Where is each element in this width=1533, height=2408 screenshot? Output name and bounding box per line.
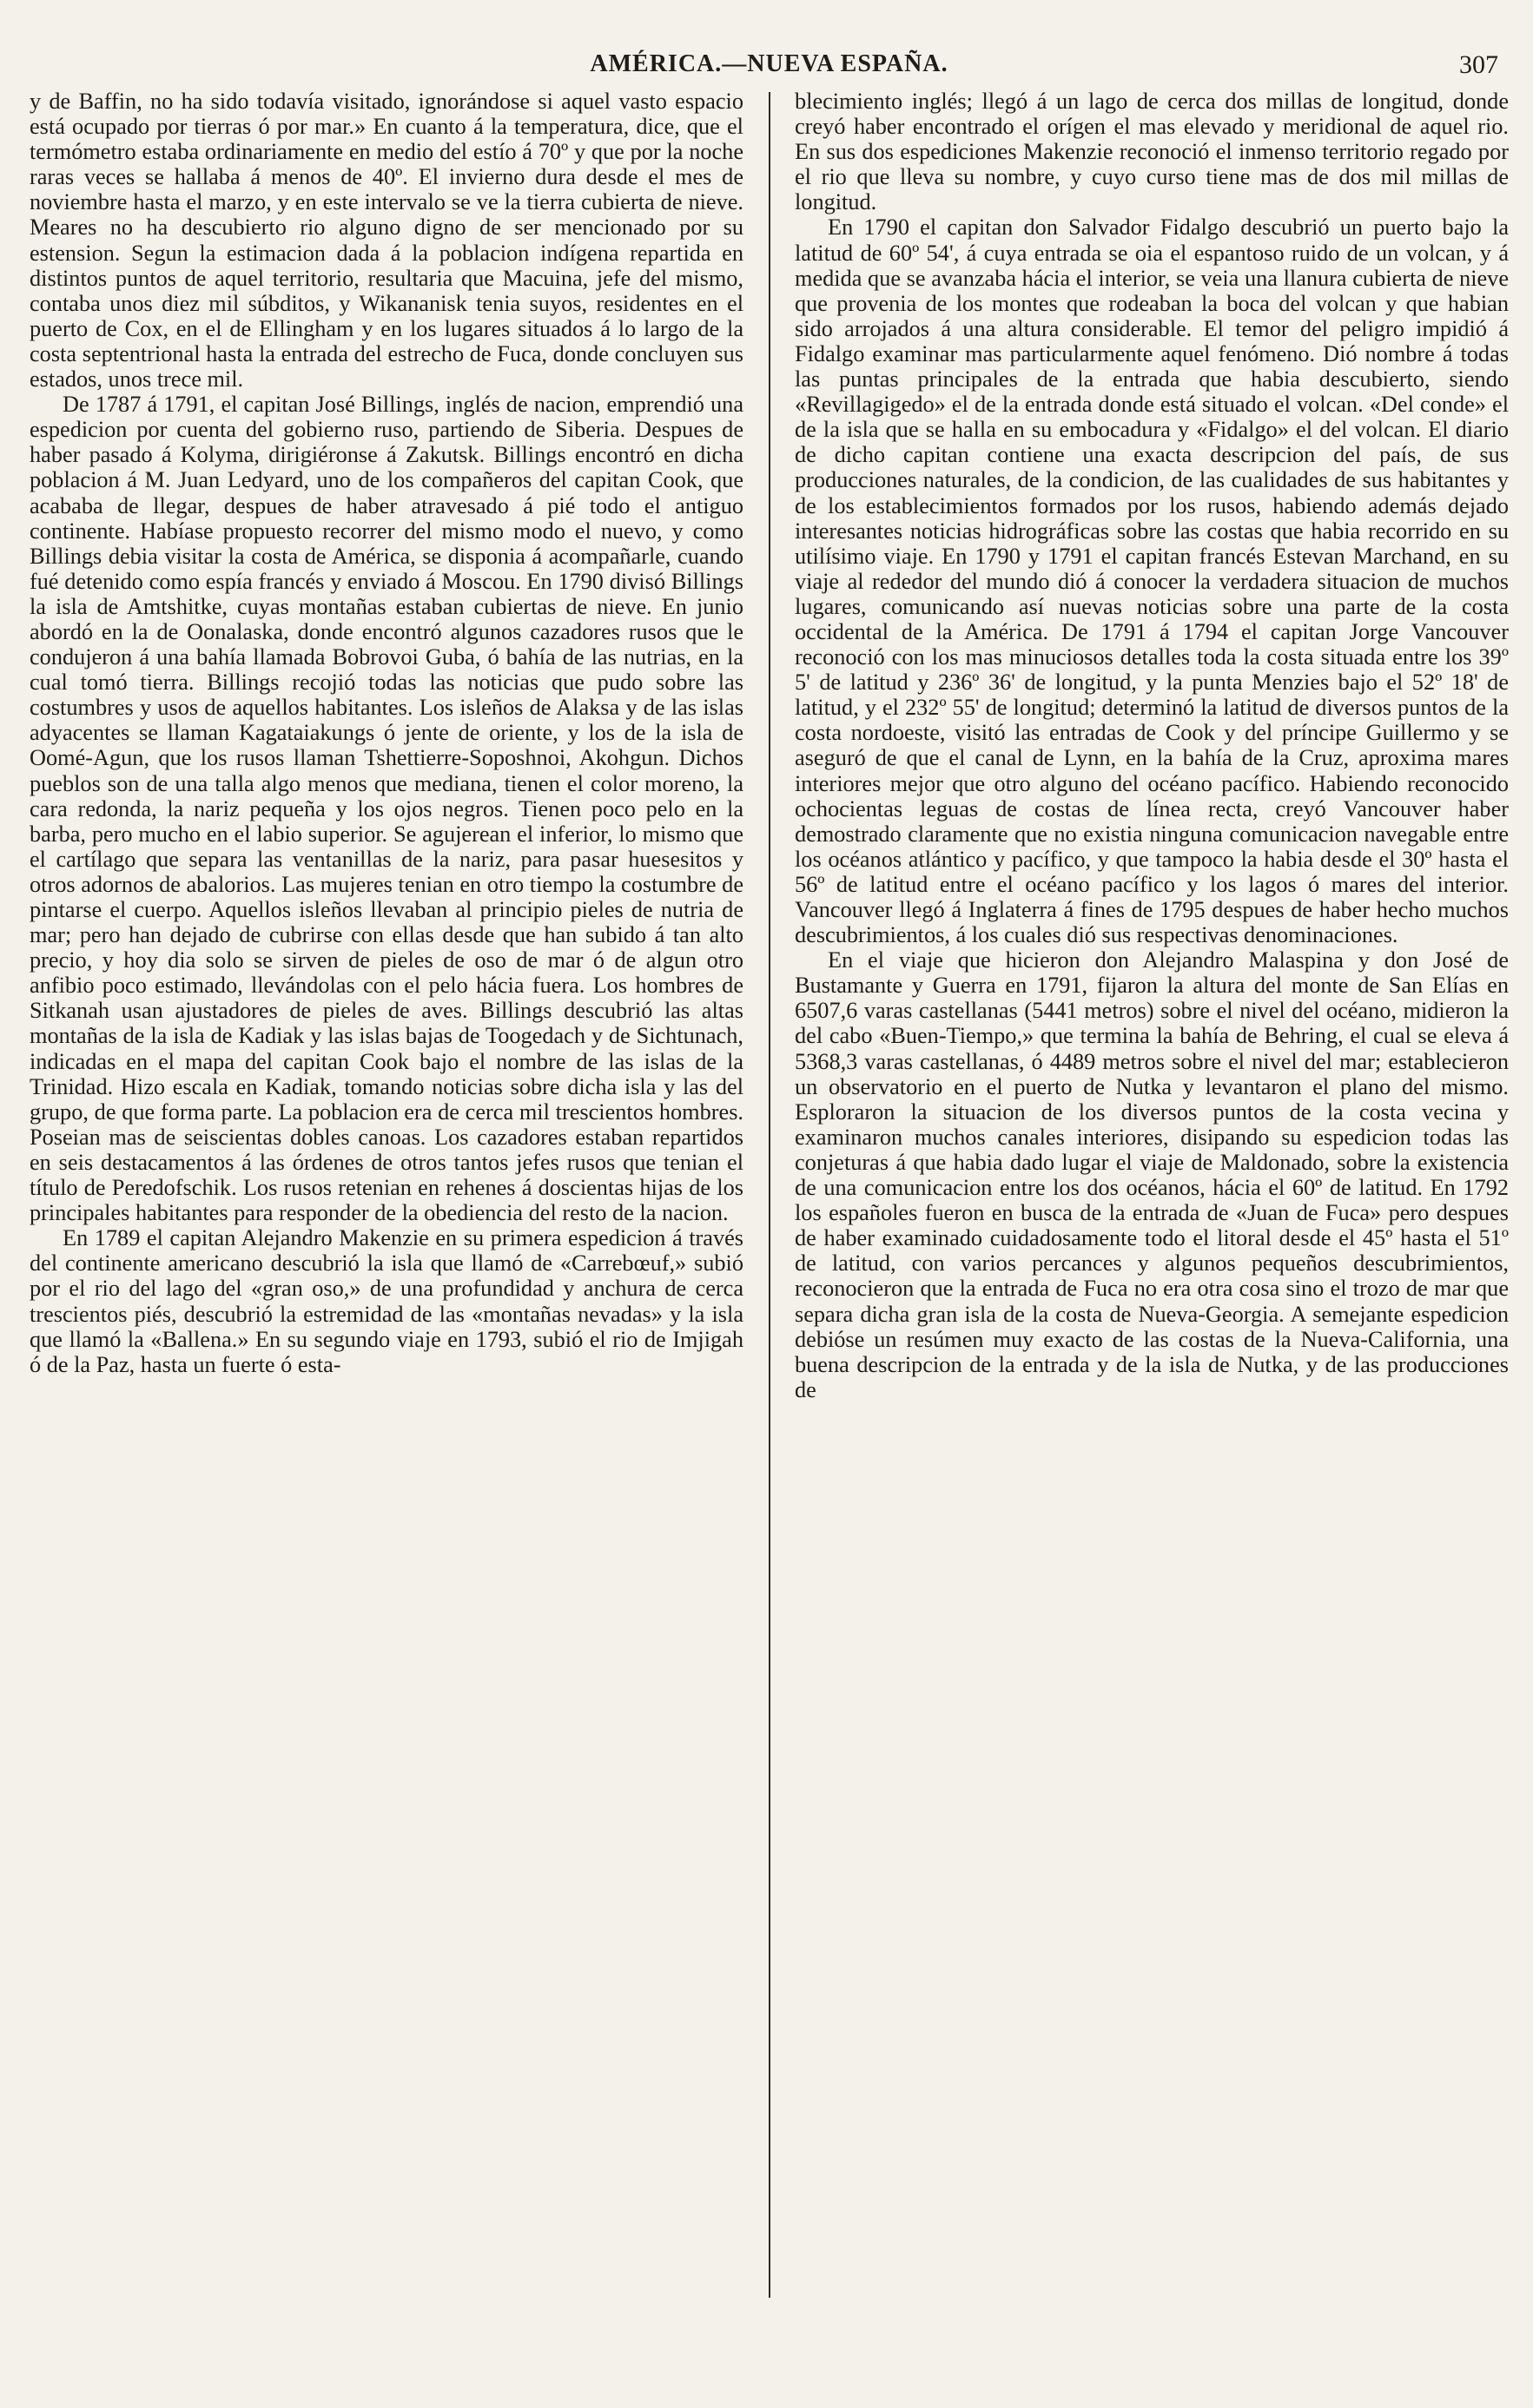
right-column bbox=[795, 89, 1509, 2346]
paragraph: De 1787 á 1791, el capitan José Billings, inglés de nacion, emprendió una espedicion por cuenta del gobierno ruso, partiendo de Siberia. Despues de haber pasado á Kolyma, dirigiéronse á Zakutsk. Billings encontró en dicha poblacion á M. Juan Ledyard, uno de los compañeros del capitan Cook, que acababa de llegar, despues de haber atravesado á pié todo el antiguo continente. Habíase propuesto recorrer del mismo modo el nuevo, y como Billings debia visitar la costa de América, se disponia á acompañarle, cuando fué detenido como espía francés y enviado á Moscou. En 1790 divisó Billings la isla de Amtshitke, cuyas montañas estaban cubiertas de nieve. En junio abordó en la de Oonalaska, donde encontró algunos cazadores rusos que le condujeron á una bahía llamada Bobrovoi Guba, ó bahía de las nutrias, en la cual tomó tierra. Billings recojió todas las noticias que pudo sobre las costumbres y usos de aquellos habitantes. Los isleños de Alaksa y de las islas adyacentes se llaman Kagataiakungs ó jente de oriente, y los de la isla de Oomé-Agun, que los rusos llaman Tshettierre-Soposhnoi, Akohgun. Dichos pueblos son de una talla algo menos que mediana, tienen el color moreno, la cara redonda, la nariz pequeña y los ojos negros. Tienen poco pelo en la barba, pero mucho en el labio superior. Se agujerean el inferior, lo mismo que el cartílago que separa las ventanillas de la nariz, para pasar huesesitos y otros adornos de abalorios. Las mujeres tenian en otro tiempo la costumbre de pintarse el cuerpo. Aquellos isleños llevaban al principio pieles de nutria de mar; pero han dejado de cubrirse con ellas desde que han subido á tan alto precio, y hoy dia solo se sirven de pieles de oso de mar ó de algun otro anfibio poco estimado, llevándolas con el pelo hácia fuera. Los hombres de Sitkanah usan ajustadores de pieles de aves. Billings descubrió las altas montañas de la isla de Kadiak y las islas bajas de Toogedach y de Sichtunach, indicadas en el mapa del capitan Cook bajo el nombre de las islas de la Trinidad. Hizo escala en Kadiak, tomando noticias sobre dicha isla y las del grupo, de que forma parte. La poblacion era de cerca mil trescientos hombres. Poseian mas de seiscientas dobles canoas. Los cazadores estaban repartidos en seis destacamentos á las órdenes de otros tantos jefes rusos que tenian el título de Peredofschik. Los rusos retenian en rehenes á doscientas hijas de los principales habitantes para responder de la obediencia del resto de la nacion. bbox=[30, 392, 743, 1226]
page-header bbox=[30, 50, 1509, 85]
text-columns bbox=[30, 89, 1509, 2346]
paragraph: y de Baffin, no ha sido todavía visitado, ignorándose si aquel vasto espacio está ocupado por tierras ó por mar.» En cuanto á la temperatura, dice, que el termómetro estaba ordinariamente en medio del estío á 70º y que por la noche raras veces se hallaba á menos de 40º. El invierno dura desde el mes de noviembre hasta el marzo, y en este intervalo se ve la tierra cubierta de nieve. Meares no ha descubierto rio alguno digno de ser mencionado por su estension. Segun la estimacion dada á la poblacion indígena repartida en distintos puntos de aquel territorio, resultaria que Macuina, jefe del mismo, contaba unos diez mil súbditos, y Wikananisk tenia suyos, residentes en el puerto de Cox, en el de Ellingham y en los lugares situados á lo largo de la costa septentrional hasta la entrada del estrecho de Fuca, donde concluyen sus estados, unos trece mil. bbox=[30, 89, 743, 393]
page-number: 307 bbox=[1459, 50, 1498, 79]
paragraph: blecimiento inglés; llegó á un lago de cerca dos millas de longitud, donde creyó haber encontrado el orígen el mas elevado y meridional de aquel rio. En sus dos espediciones Makenzie reconoció el inmenso territorio regado por el rio que lleva su nombre, y cuyo curso tiene mas de dos mil millas de longitud. bbox=[795, 89, 1509, 215]
paragraph: En el viaje que hicieron don Alejandro Malaspina y don José de Bustamante y Guerra en 1791, fijaron la altura del monte de San Elías en 6507,6 varas castellanas (5441 metros) sobre el nivel del océano, midieron la del cabo «Buen-Tiempo,» que termina la bahía de Behring, el cual se eleva á 5368,3 varas castellanas, ó 4489 metros sobre el nivel del mar; establecieron un observatorio en el puerto de Nutka y levantaron el plano del mismo. Esploraron la situacion de los diversos puntos de la costa vecina y examinaron muchos canales interiores, disipando su espedicion todas las conjeturas á que habia dado lugar el viaje de Maldonado, sobre la existencia de una comunicacion entre los dos océanos, hácia el 60º de latitud. En 1792 los españoles fueron en busca de la entrada de «Juan de Fuca» pero despues de haber examinado cuidadosamente todo el litoral desde el 45º hasta el 51º de latitud, con varios percances y algunos pequeños descubrimientos, reconocieron que la entrada de Fuca no era otra cosa sino el trozo de mar que separa dicha gran isla de la costa de Nueva-Georgia. A semejante espedicion debióse un resúmen muy exacto de las costas de la Nueva-California, una buena descripcion de la entrada y de la isla de Nutka, y de las producciones de bbox=[795, 947, 1509, 1402]
running-head: AMÉRICA.—NUEVA ESPAÑA. bbox=[590, 50, 948, 77]
paragraph: En 1790 el capitan don Salvador Fidalgo descubrió un puerto bajo la latitud de 60º 54', á cuya entrada se oia el espantoso ruido de un volcan, y á medida que se avanzaba hácia el interior, se veia una llanura cubierta de nieve que provenia de los montes que rodeaban la boca del volcan y que habian sido arrojados á una altura considerable. El temor del peligro impidió á Fidalgo examinar mas particularmente aquel fenómeno. Dió nombre á todas las puntas principales de la entrada que habia descubierto, siendo «Revillagigedo» el de la entrada donde está situado el volcan. «Del conde» el de la isla que se halla en su embocadura y «Fidalgo» el del volcan. El diario de dicho capitan contiene una exacta descripcion del país, de sus producciones naturales, de la condicion, de las cualidades de sus habitantes y de los establecimientos formados por los rusos, habiendo además dejado interesantes noticias hidrográficas sobre las costas que habia recorrido en su utilísimo viaje. En 1790 y 1791 el capitan francés Estevan Marchand, en su viaje al rededor del mundo dió á conocer la verdadera situacion de muchos lugares, comunicando así nuevas noticias sobre una parte de la costa occidental de la América. De 1791 á 1794 el capitan Jorge Vancouver reconoció con los mas minuciosos detalles toda la costa situada entre los 39º 5' de latitud y 236º 36' de longitud, y la punta Menzies bajo el 52º 18' de latitud, y el 232º 55' de longitud; determinó la latitud de diversos puntos de la costa nordoeste, visitó las entradas de Cook y del príncipe Guillermo y se aseguró de que el canal de Lynn, en la bahía de la Cruz, aproxima mares interiores mejor que otro alguno del océano pacífico. Habiendo reconocido ochocientas leguas de costas de línea recta, creyó Vancouver haber demostrado claramente que no existia ninguna comunicacion navegable entre los océanos atlántico y pacífico, y que tampoco la habia desde el 30º hasta el 56º de latitud entre el océano pacífico y los lagos ó mares del interior. Vancouver llegó á Inglaterra á fines de 1795 despues de haber hecho muchos descubrimientos, á los cuales dió sus respectivas denominaciones. bbox=[795, 214, 1509, 948]
column-divider bbox=[769, 92, 770, 2298]
paragraph: En 1789 el capitan Alejandro Makenzie en su primera espedicion á través del continente americano descubrió la isla que llamó de «Carrebœuf,» subió por el rio del lago del «gran oso,» de una profundidad y anchura de cerca trescientos piés, descubrió la estremidad de las «montañas nevadas» y la isla que llamó la «Ballena.» En su segundo viaje en 1793, subió el rio de Imjigah ó de la Paz, hasta un fuerte ó esta- bbox=[30, 1225, 743, 1377]
left-column bbox=[30, 89, 743, 2346]
